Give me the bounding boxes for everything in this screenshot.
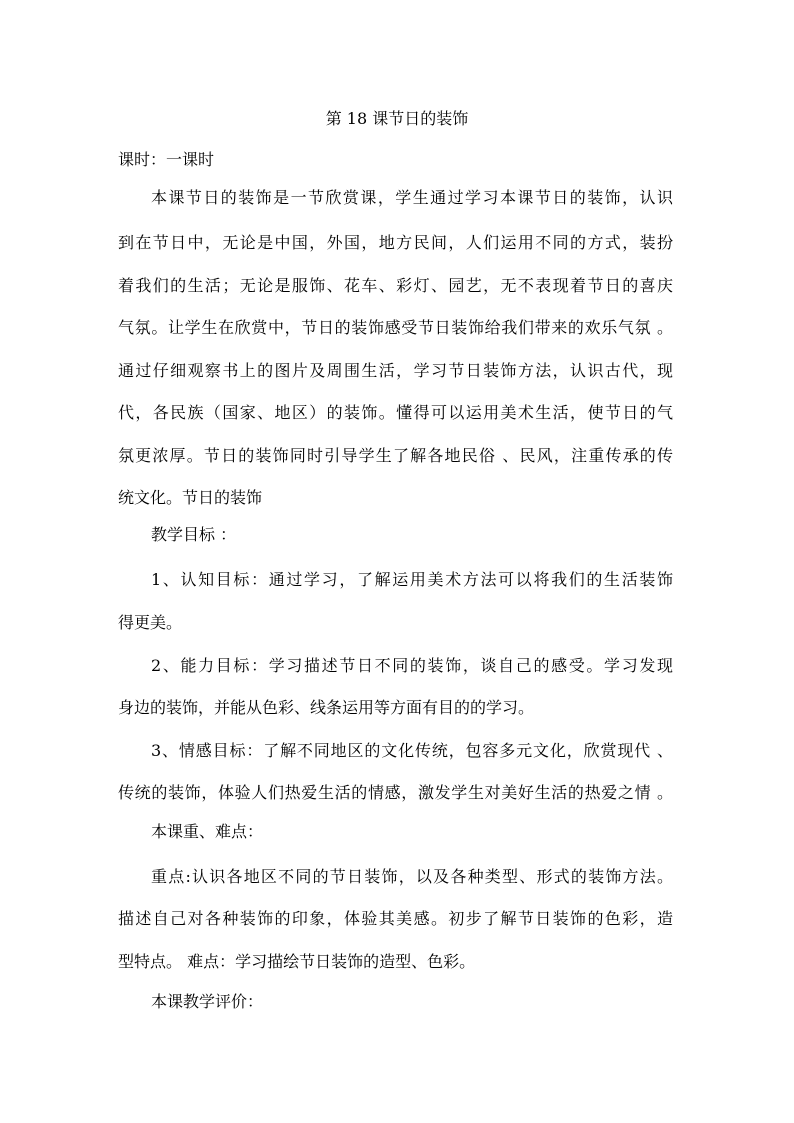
key-point-line: 型特点。 难点：学习描绘节日装饰的造型、色彩。 (118, 952, 476, 971)
lesson-duration: 课时：一课时 (118, 150, 215, 169)
key-point-line: 重点:认识各地区不同的节日装饰，以及各种类型、形式的装饰方法。 (151, 867, 673, 886)
paragraph-line: 到在节日中，无论是中国，外国，地方民间，人们运用不同的方式，装扮 (118, 233, 673, 252)
goal-line: 身边的装饰，并能从色彩、线条运用等方面有目的的学习。 (118, 698, 535, 717)
goal-line: 得更美。 (118, 613, 183, 632)
section-heading: 本课教学评价： (151, 992, 264, 1011)
key-point-line: 描述自己对各种装饰的印象，体验其美感。初步了解节日装饰的色彩，造 (118, 909, 673, 928)
paragraph-line: 气氛。让学生在欣赏中，节日的装饰感受节日装饰给我们带来的欢乐气氛 。 (118, 318, 673, 337)
goal-line: 2、能力目标：学习描述节日不同的装饰，谈自己的感受。学习发现 (151, 656, 673, 675)
paragraph-line: 代，各民族（国家、地区）的装饰。懂得可以运用美术生活，使节日的气 (118, 403, 673, 422)
goal-line: 1、认知目标：通过学习，了解运用美术方法可以将我们的生活装饰 (151, 570, 673, 589)
paragraph-line: 氛更浓厚。节日的装饰同时引导学生了解各地民俗 、民风，注重传承的传 (118, 446, 673, 465)
paragraph-line: 统文化。节日的装饰 (118, 488, 263, 507)
paragraph-line: 着我们的生活；无论是服饰、花车、彩灯、园艺，无不表现着节日的喜庆 (118, 276, 673, 295)
section-heading: 本课重、难点： (151, 822, 264, 841)
goal-line: 3、情感目标：了解不同地区的文化传统，包容多元文化，欣赏现代 、 (151, 741, 673, 760)
paragraph-line: 通过仔细观察书上的图片及周围生活，学习节日装饰方法，认识古代，现 (118, 361, 673, 380)
goal-line: 传统的装饰，体验人们热爱生活的情感，激发学生对美好生活的热爱之情 。 (118, 783, 673, 802)
section-heading: 教学目标 ： (151, 525, 237, 544)
paragraph-line: 本课节日的装饰是一节欣赏课，学生通过学习本课节日的装饰，认识 (151, 188, 673, 207)
page-title: 第 18 课节日的装饰 (325, 109, 469, 128)
